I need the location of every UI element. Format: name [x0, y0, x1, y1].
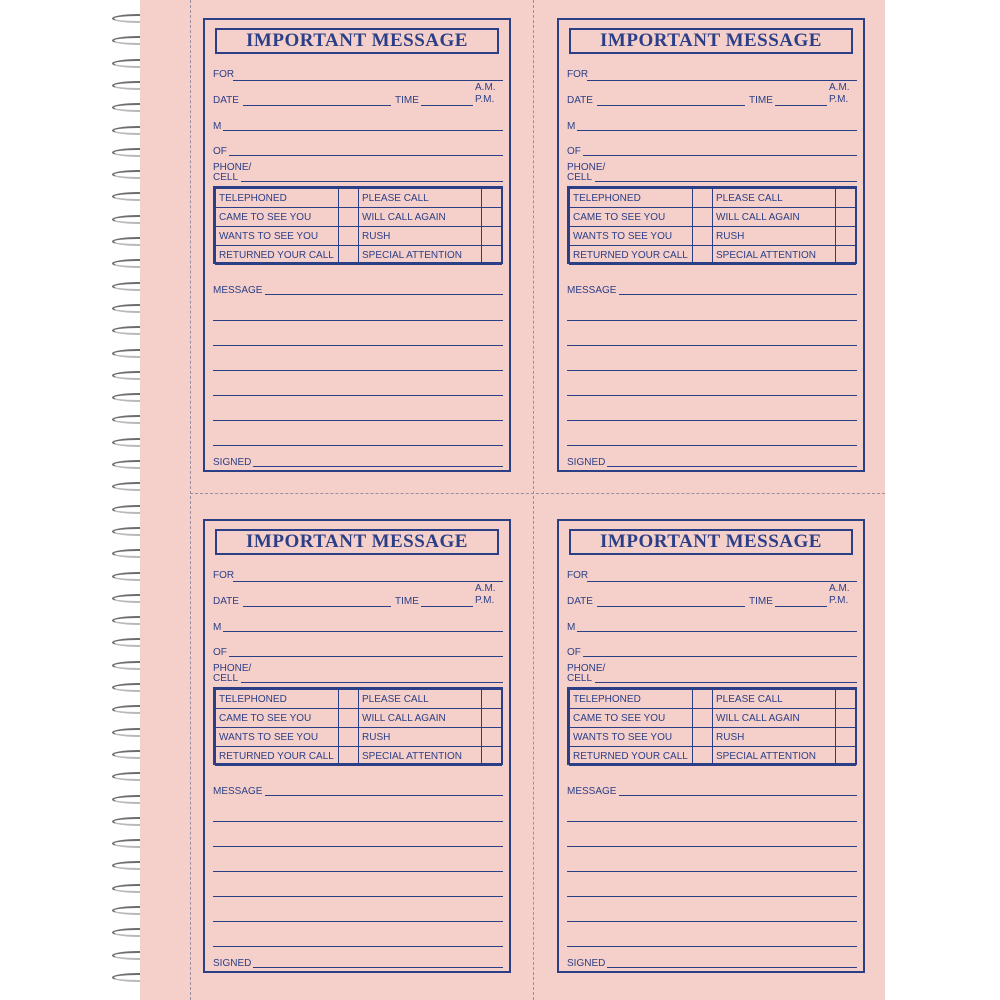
- checkbox-label: RETURNED YOUR CALL: [216, 747, 339, 766]
- m-line[interactable]: [577, 631, 857, 632]
- checkbox[interactable]: [836, 690, 856, 709]
- date-line[interactable]: [597, 606, 745, 607]
- phone-label: PHONE/: [213, 663, 252, 674]
- of-label: OF: [213, 647, 227, 658]
- checkbox[interactable]: [339, 189, 359, 208]
- pm-label: P.M.: [829, 94, 849, 105]
- signed-line[interactable]: [253, 967, 503, 968]
- for-label: FOR: [213, 570, 235, 581]
- checkbox-label: WANTS TO SEE YOU: [216, 227, 339, 246]
- checkbox-grid: [213, 687, 503, 765]
- message-writing-line[interactable]: [213, 420, 503, 421]
- of-line[interactable]: [583, 155, 857, 156]
- date-label: DATE: [567, 596, 593, 607]
- checkbox[interactable]: [482, 208, 502, 227]
- checkbox[interactable]: [693, 728, 713, 747]
- m-label: M: [213, 121, 222, 132]
- checkbox[interactable]: [339, 246, 359, 265]
- checkbox-grid: [567, 687, 857, 765]
- checkbox-row: [216, 246, 502, 265]
- checkbox-row: [570, 747, 856, 766]
- message-writing-line[interactable]: [213, 345, 503, 346]
- checkbox-row: [570, 227, 856, 246]
- checkbox-row: [216, 227, 502, 246]
- checkbox-label: RETURNED YOUR CALL: [570, 246, 693, 265]
- checkbox[interactable]: [482, 227, 502, 246]
- checkbox-label: PLEASE CALL: [713, 690, 836, 709]
- checkbox-label: PLEASE CALL: [359, 690, 482, 709]
- message-writing-line[interactable]: [567, 445, 857, 446]
- message-label: MESSAGE: [567, 285, 617, 296]
- cell-label: CELL: [567, 673, 593, 684]
- checkbox[interactable]: [482, 189, 502, 208]
- perforation-left: [190, 0, 191, 1000]
- phone-line[interactable]: [595, 682, 857, 683]
- am-label: A.M.: [829, 583, 850, 594]
- message-writing-line[interactable]: [567, 846, 857, 847]
- time-line[interactable]: [775, 105, 827, 106]
- of-line[interactable]: [229, 155, 503, 156]
- checkbox-label: TELEPHONED: [216, 690, 339, 709]
- checkbox-grid: [213, 186, 503, 264]
- am-label: A.M.: [475, 583, 496, 594]
- checkbox-label: PLEASE CALL: [359, 189, 482, 208]
- checkbox-label: TELEPHONED: [216, 189, 339, 208]
- checkbox[interactable]: [836, 208, 856, 227]
- checkbox[interactable]: [482, 747, 502, 766]
- checkbox[interactable]: [836, 709, 856, 728]
- perforation-center-vertical: [533, 0, 534, 1000]
- message-writing-line[interactable]: [567, 946, 857, 947]
- for-label: FOR: [567, 570, 589, 581]
- checkbox-label: WANTS TO SEE YOU: [570, 227, 693, 246]
- time-line[interactable]: [421, 606, 473, 607]
- of-label: OF: [567, 647, 581, 658]
- time-line[interactable]: [421, 105, 473, 106]
- message-slip-1: [203, 18, 511, 472]
- phone-line[interactable]: [241, 682, 503, 683]
- checkbox-label: WILL CALL AGAIN: [713, 709, 836, 728]
- checkbox[interactable]: [836, 747, 856, 766]
- time-label: TIME: [395, 95, 419, 106]
- m-label: M: [213, 622, 222, 633]
- checkbox-label: CAME TO SEE YOU: [216, 208, 339, 227]
- checkbox-label: SPECIAL ATTENTION: [713, 246, 836, 265]
- message-line[interactable]: [619, 795, 857, 796]
- checkbox-row: [216, 189, 502, 208]
- date-label: DATE: [213, 596, 239, 607]
- pm-label: P.M.: [475, 595, 495, 606]
- checkbox-grid: [567, 186, 857, 264]
- checkbox-label: SPECIAL ATTENTION: [359, 246, 482, 265]
- checkbox-label: CAME TO SEE YOU: [570, 709, 693, 728]
- pm-label: P.M.: [829, 595, 849, 606]
- checkbox-label: WILL CALL AGAIN: [713, 208, 836, 227]
- checkbox-row: [570, 208, 856, 227]
- checkbox-row: [216, 690, 502, 709]
- checkbox[interactable]: [836, 189, 856, 208]
- signed-label: SIGNED: [213, 457, 252, 468]
- checkbox[interactable]: [693, 709, 713, 728]
- message-label: MESSAGE: [567, 786, 617, 797]
- signed-label: SIGNED: [567, 457, 606, 468]
- message-writing-line[interactable]: [213, 445, 503, 446]
- m-line[interactable]: [223, 631, 503, 632]
- of-line[interactable]: [583, 656, 857, 657]
- slip-title: IMPORTANT MESSAGE: [569, 529, 853, 555]
- message-label: MESSAGE: [213, 285, 263, 296]
- checkbox[interactable]: [339, 747, 359, 766]
- message-writing-line[interactable]: [213, 921, 503, 922]
- checkbox[interactable]: [482, 709, 502, 728]
- for-line[interactable]: [233, 80, 503, 81]
- m-line[interactable]: [223, 130, 503, 131]
- m-label: M: [567, 121, 576, 132]
- m-label: M: [567, 622, 576, 633]
- of-label: OF: [213, 146, 227, 157]
- phone-label: PHONE/: [213, 162, 252, 173]
- message-slip-4: [557, 519, 865, 973]
- message-writing-line[interactable]: [213, 846, 503, 847]
- message-writing-line[interactable]: [567, 896, 857, 897]
- for-label: FOR: [567, 69, 589, 80]
- checkbox[interactable]: [482, 728, 502, 747]
- checkbox-label: RETURNED YOUR CALL: [570, 747, 693, 766]
- phone-line[interactable]: [595, 181, 857, 182]
- phone-line[interactable]: [241, 181, 503, 182]
- signed-label: SIGNED: [213, 958, 252, 969]
- checkbox-label: RUSH: [359, 227, 482, 246]
- am-label: A.M.: [829, 82, 850, 93]
- message-slip-3: [203, 519, 511, 973]
- checkbox-label: CAME TO SEE YOU: [216, 709, 339, 728]
- message-writing-line[interactable]: [213, 320, 503, 321]
- checkbox[interactable]: [836, 227, 856, 246]
- checkbox-label: RUSH: [359, 728, 482, 747]
- of-label: OF: [567, 146, 581, 157]
- signed-label: SIGNED: [567, 958, 606, 969]
- checkbox-label: WANTS TO SEE YOU: [570, 728, 693, 747]
- checkbox[interactable]: [482, 246, 502, 265]
- checkbox-row: [570, 690, 856, 709]
- checkbox-row: [216, 709, 502, 728]
- checkbox-label: WILL CALL AGAIN: [359, 709, 482, 728]
- phone-label: PHONE/: [567, 162, 606, 173]
- message-label: MESSAGE: [213, 786, 263, 797]
- checkbox[interactable]: [339, 227, 359, 246]
- message-writing-line[interactable]: [213, 821, 503, 822]
- checkbox-row: [570, 728, 856, 747]
- perforation-center-horizontal: [190, 493, 885, 494]
- cell-label: CELL: [567, 172, 593, 183]
- checkbox-label: TELEPHONED: [570, 690, 693, 709]
- checkbox[interactable]: [836, 246, 856, 265]
- checkbox-row: [216, 728, 502, 747]
- message-line[interactable]: [619, 294, 857, 295]
- message-writing-line[interactable]: [213, 896, 503, 897]
- of-line[interactable]: [229, 656, 503, 657]
- message-line[interactable]: [265, 294, 503, 295]
- time-line[interactable]: [775, 606, 827, 607]
- message-writing-line[interactable]: [213, 871, 503, 872]
- date-line[interactable]: [243, 105, 391, 106]
- checkbox-row: [570, 189, 856, 208]
- checkbox-label: RUSH: [713, 728, 836, 747]
- signed-line[interactable]: [607, 967, 857, 968]
- checkbox[interactable]: [693, 208, 713, 227]
- checkbox[interactable]: [339, 728, 359, 747]
- message-slip-2: [557, 18, 865, 472]
- cell-label: CELL: [213, 172, 239, 183]
- checkbox[interactable]: [693, 189, 713, 208]
- checkbox[interactable]: [836, 728, 856, 747]
- checkbox[interactable]: [339, 709, 359, 728]
- message-writing-line[interactable]: [567, 420, 857, 421]
- checkbox-label: PLEASE CALL: [713, 189, 836, 208]
- message-writing-line[interactable]: [567, 871, 857, 872]
- checkbox-label: RUSH: [713, 227, 836, 246]
- slip-title: IMPORTANT MESSAGE: [215, 28, 499, 54]
- m-line[interactable]: [577, 130, 857, 131]
- signed-line[interactable]: [607, 466, 857, 467]
- message-writing-line[interactable]: [567, 320, 857, 321]
- checkbox-label: SPECIAL ATTENTION: [359, 747, 482, 766]
- message-writing-line[interactable]: [213, 370, 503, 371]
- slip-title: IMPORTANT MESSAGE: [569, 28, 853, 54]
- cell-label: CELL: [213, 673, 239, 684]
- signed-line[interactable]: [253, 466, 503, 467]
- for-line[interactable]: [587, 80, 857, 81]
- checkbox-row: [216, 747, 502, 766]
- am-label: A.M.: [475, 82, 496, 93]
- checkbox[interactable]: [339, 208, 359, 227]
- checkbox-label: WILL CALL AGAIN: [359, 208, 482, 227]
- checkbox[interactable]: [482, 690, 502, 709]
- time-label: TIME: [749, 596, 773, 607]
- checkbox[interactable]: [693, 747, 713, 766]
- message-writing-line[interactable]: [567, 370, 857, 371]
- message-writing-line[interactable]: [567, 345, 857, 346]
- message-writing-line[interactable]: [567, 395, 857, 396]
- time-label: TIME: [749, 95, 773, 106]
- date-label: DATE: [567, 95, 593, 106]
- checkbox-row: [570, 709, 856, 728]
- message-writing-line[interactable]: [213, 946, 503, 947]
- message-writing-line[interactable]: [213, 395, 503, 396]
- date-label: DATE: [213, 95, 239, 106]
- for-line[interactable]: [233, 581, 503, 582]
- checkbox[interactable]: [693, 227, 713, 246]
- checkbox-label: WANTS TO SEE YOU: [216, 728, 339, 747]
- checkbox-label: SPECIAL ATTENTION: [713, 747, 836, 766]
- message-line[interactable]: [265, 795, 503, 796]
- checkbox-row: [570, 246, 856, 265]
- checkbox-label: RETURNED YOUR CALL: [216, 246, 339, 265]
- checkbox-label: TELEPHONED: [570, 189, 693, 208]
- date-line[interactable]: [597, 105, 745, 106]
- pm-label: P.M.: [475, 94, 495, 105]
- for-label: FOR: [213, 69, 235, 80]
- phone-label: PHONE/: [567, 663, 606, 674]
- checkbox-row: [216, 208, 502, 227]
- message-writing-line[interactable]: [567, 821, 857, 822]
- checkbox[interactable]: [339, 690, 359, 709]
- checkbox[interactable]: [693, 246, 713, 265]
- for-line[interactable]: [587, 581, 857, 582]
- date-line[interactable]: [243, 606, 391, 607]
- slip-title: IMPORTANT MESSAGE: [215, 529, 499, 555]
- time-label: TIME: [395, 596, 419, 607]
- message-writing-line[interactable]: [567, 921, 857, 922]
- checkbox-label: CAME TO SEE YOU: [570, 208, 693, 227]
- checkbox[interactable]: [693, 690, 713, 709]
